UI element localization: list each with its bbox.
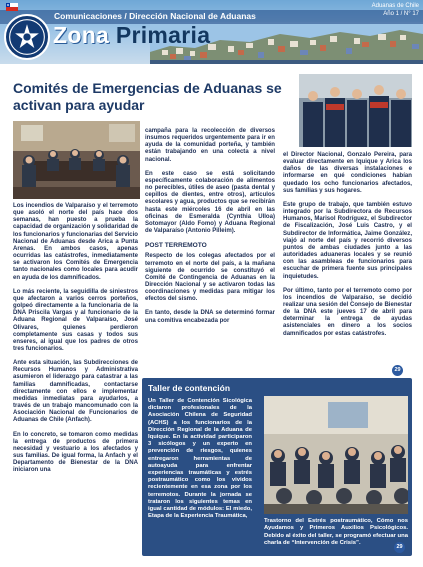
article-title: Comités de Emergencias de Aduanas se activan para ayudar — [13, 80, 282, 113]
publication-title-part2: Primaria — [115, 22, 211, 48]
workshop-photo — [264, 396, 408, 514]
issue-line-1: Aduanas de Chile — [371, 3, 419, 9]
paragraph: Ante esta situación, las Subdirecciones de Recursos Humanos y Administrativa asumieron el liderazgo para catastrar a las familias damnificadas, contactarse directamente con ellos e implementar medidas inmediatas para ayudarlos, a través de un trabajo mancomunado con la Asociación Nacional de Funcionarios de Aduanas de Chile (Anfach). — [13, 360, 138, 424]
paragraph: En tanto, desde la DNA se determinó formar una comitiva encabezada por — [145, 310, 275, 324]
page-number-badge: 29 — [392, 365, 403, 376]
paragraph: Este grupo de trabajo, que también estuvo integrado por la Subdirectora de Recursos Humanos, Marisol Rodríguez, el Subdirector de Fiscalización, José Luis Castro, y el Subdirector de Informática, Jaime González, viajó al norte del país y recorrió diversos puntos de ambas ciudades junto a las autoridades aduaneras locales y se reunió con las asambleas de funcionarios para escuchar de primera fuente sus principales inquietudes. — [283, 201, 412, 280]
article-column-3 — [283, 152, 412, 345]
section-heading: POST TERREMOTO — [145, 242, 207, 250]
paragraph: el Director Nacional, Gonzalo Pereira, para evaluar directamente en Iquique y Arica los daños de las diversas instalaciones e informarse en qué condiciones habían quedado los ocho funcionarios afectados, sus familias y sus hogares. — [283, 152, 412, 194]
paragraph: En este caso se está solicitando específicamente colaboración de alimentos no perecibles, útiles de aseo (pasta dental y cepillos de dientes, entre otros), artículos escolares y agua, productos que se recibirán hasta este miércoles 16 de abril en las oficinas de Esmeralda (Cynthia Ulloa) Sotomayor (Aldo Fomo) y Aduana Regional de Valparaíso (Antonio Pilleim). — [145, 170, 275, 235]
page-number-badge: 29 — [394, 542, 405, 553]
paragraph: Lo más reciente, la seguidilla de siniestros que afectaron a varios cerros porteños, golpeó directamente a la funcionaria de la DNA Priscila Vargas y al funcionario de la Aduana Regional de Valparaíso, José Olivares, quienes perdieron completamente sus casas y todos sus enseres, al igual que los padres de otros tres funcionarios. — [13, 288, 138, 352]
publication-title — [53, 22, 210, 49]
photo-caption: Trastorno del Estrés postraumático, Cómo nos Ayudamos y Primeros Auxilios Psicológicos. Debido al éxito del taller, se programó efectuar una charla de “Intervención de Crisis”. — [264, 518, 408, 547]
article-column-1 — [13, 203, 138, 481]
paragraph: campaña para la recolección de diversos insumos requeridos urgentemente para ir en ayuda de la comunidad porteña, y también están trabajando en una colecta a nivel nacional. — [145, 128, 275, 163]
paragraph: Los incendios de Valparaíso y el terremoto que asoló el norte del país hace dos semanas, han puesto a prueba la capacidad de organización y solidaridad de los funcionarios y funcionarias del Servicio Nacional de Aduanas desde Arica a Punta Arenas. En ambos casos, apenas ocurridas las catástrofes, inmediatamente se activaron los Comités de Emergencia tanto nacionales como locales para acudir en ayuda de los damnificados. — [13, 203, 139, 281]
paragraph: Por último, tanto por el terremoto como por los incendios de Valparaíso, se decidió realizar una sesión del Consejo de Bienestar de la DNA este jueves 17 de abril para determinar la entrega de ayudas asistenciales en dinero a los socios damnificados por estas catástrofes. — [283, 287, 412, 337]
director-visit-photo — [299, 74, 412, 147]
box-title: Taller de contención — [148, 383, 231, 393]
publication-title-part1: Zona — [53, 22, 110, 48]
paragraph: Respecto de los colegas afectados por el terremoto en el norte del país, a la mañana siguiente de ocurrido se constituyó el Comité de Contingencia de Aduanas en la Dirección Nacional y se activaron todas las coordinaciones y medidas para mitigar los efectos del sismo. — [145, 253, 275, 303]
aduanas-logo — [4, 14, 50, 60]
article-column-2 — [145, 128, 275, 332]
header-subtitle: Comunicaciones / Dirección Nacional de Aduanas — [54, 11, 256, 21]
issue-info — [372, 2, 419, 18]
masthead — [0, 0, 423, 64]
contention-workshop-box — [142, 378, 412, 556]
chile-flag-icon — [6, 3, 18, 11]
paragraph: En lo concreto, se tomaron como medidas la entrega de productos de primera necesidad y vestuario a los afectados y sus familias. De igual forma, la Anfach y el Departamento de Bienestar de la DNA iniciaron una — [13, 431, 138, 474]
box-text: Un Taller de Contención Sicológica dictaron profesionales de la Asociación Chilena de Seguridad (ACHS) a los funcionarios de la Dirección Regional de la Aduana de Iquique. En la actividad participaron 3 sicólogos y un experto en prevención de riesgos, quienes entregaron herramientas de autoayuda para enfrentar experiencias traumáticas y estrés postraumático como los vividos recientemente en esa zona por los terremotos. Durante la jornada se trataron los siguientes temas en igual cantidad de módulos: El miedo, Etapa de la Experiencia Traumática, — [148, 398, 252, 520]
meeting-photo — [13, 121, 140, 199]
issue-line-2: Año 1 / N° 17 — [383, 11, 419, 17]
